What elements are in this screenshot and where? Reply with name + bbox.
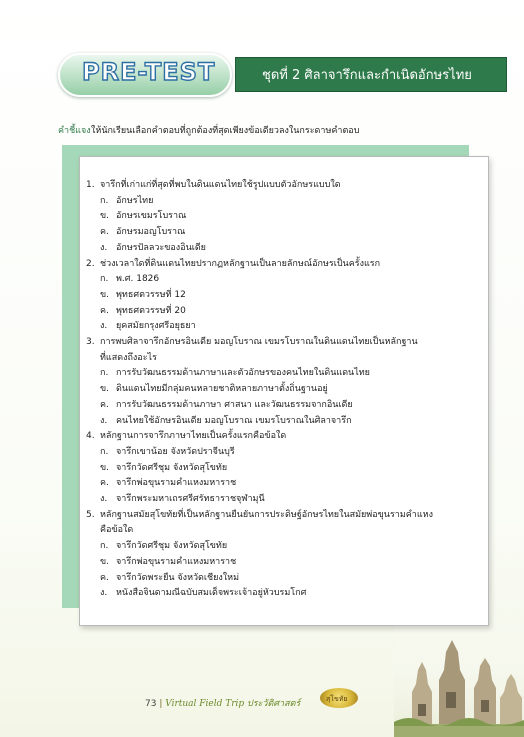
question-number: 5. — [86, 509, 95, 520]
page-number: 73 — [145, 699, 157, 709]
option-key: ง. — [100, 321, 108, 332]
footer-separator: | — [159, 699, 163, 709]
option-text: หนังสือจินดามณีฉบับสมเด็จพระเจ้าอยู่หัวบรมโกศ — [116, 588, 307, 599]
option-text: จารึกเขาน้อย จังหวัดปราจีนบุรี — [116, 446, 235, 457]
instructions-text: ให้นักเรียนเลือกคำตอบที่ถูกต้องที่สุดเพียงข้อเดียวลงในกระดาษคำตอบ — [91, 126, 360, 136]
option-key: ค. — [100, 227, 109, 238]
question-number: 2. — [86, 258, 95, 269]
option-key: ข. — [100, 462, 110, 473]
question-number: 3. — [86, 337, 95, 347]
logo-text: สุโขทัย — [326, 695, 348, 703]
pre-test-label: PRE-TEST — [82, 58, 216, 86]
page-footer — [145, 696, 300, 710]
question-text: หลักฐานสมัยสุโขทัยที่เป็นหลักฐานยืนยันการประดิษฐ์อักษรไทยในสมัยพ่อขุนรามคำแหง — [100, 509, 433, 520]
option-key: ค. — [100, 399, 109, 410]
option-text: การรับวัฒนธรรมด้านภาษา ศาสนา และวัฒนธรรมจากอินเดีย — [116, 399, 353, 410]
option-text: จารึกพ่อขุนรามคำแหงมหาราช — [116, 556, 237, 567]
option-key: ก. — [100, 274, 109, 285]
option-key: ง. — [100, 415, 108, 426]
question-text: จารึกที่เก่าแก่ที่สุดที่พบในดินแดนไทยใช้รูปแบบตัวอักษรแบบใด — [100, 180, 341, 190]
option-key: ง. — [100, 494, 108, 504]
option-key: ง. — [100, 588, 108, 599]
question-text: คือข้อใด — [100, 525, 134, 536]
option-text: อักษรมอญโบราณ — [116, 227, 186, 238]
option-text: จารึกวัดศรีชุม จังหวัดสุโขทัย — [116, 541, 228, 552]
option-text: อักษรเขมรโบราณ — [116, 211, 187, 222]
option-key: ข. — [100, 289, 110, 300]
option-key: ก. — [100, 541, 109, 552]
option-key: ก. — [100, 195, 109, 206]
option-text: จารึกวัดศรีชุม จังหวัดสุโขทัย — [116, 462, 228, 473]
question-text: การพบศิลาจารึกอักษรอินเดีย มอญโบราณ เขมรโบราณในดินแดนไทยเป็นหลักฐาน — [100, 337, 418, 347]
series-title: Virtual Field Trip ประวัติศาสตร์ — [165, 699, 301, 709]
temple-ruins-image — [394, 622, 524, 737]
option-key: ค. — [100, 572, 109, 583]
option-key: ค. — [100, 305, 109, 316]
option-text: จารึกพ่อขุนรามคำแหงมหาราช — [116, 478, 237, 489]
option-key: ง. — [100, 242, 108, 253]
unit-title: ชุดที่ 2 ศิลาจารึกและกำเนิดอักษรไทย — [262, 68, 472, 83]
question-text: ที่แสดงถึงอะไร — [100, 352, 157, 363]
option-text: อักษรปัลลวะของอินเดีย — [116, 242, 206, 253]
question-number: 1. — [86, 180, 95, 190]
option-text: การรับวัฒนธรรมด้านภาษาและตัวอักษรของคนไทยในดินแดนไทย — [116, 368, 370, 379]
option-key: ข. — [100, 556, 110, 567]
option-key: ข. — [100, 211, 110, 222]
option-text: อักษรไทย — [116, 195, 154, 206]
option-text: ดินแดนไทยมีกลุ่มคนหลายชาติหลายภาษาตั้งถิ่นฐานอยู่ — [116, 384, 328, 395]
option-text: พ.ศ. 1826 — [116, 274, 160, 285]
instructions-label: คำชี้แจง — [58, 126, 91, 136]
option-key: ค. — [100, 478, 109, 489]
option-text: จารึกพระมหาเถรศรีศรัทธาราชจุฬามุนี — [116, 494, 265, 504]
option-key: ก. — [100, 446, 109, 457]
option-text: จารึกวัดพระยืน จังหวัดเชียงใหม่ — [116, 572, 240, 583]
option-key: ก. — [100, 368, 109, 379]
option-text: พุทธศตวรรษที่ 20 — [116, 305, 186, 316]
option-text: พุทธศตวรรษที่ 12 — [116, 289, 186, 300]
option-key: ข. — [100, 384, 110, 395]
option-text: คนไทยใช้อักษรอินเดีย มอญโบราณ เขมรโบราณในศิลาจารึก — [116, 415, 352, 426]
option-text: ยุคสมัยกรุงศรีอยุธยา — [116, 321, 196, 332]
question-number: 4. — [86, 431, 95, 442]
question-text: หลักฐานการจารึกภาษาไทยเป็นครั้งแรกคือข้อใด — [100, 431, 287, 442]
question-text: ช่วงเวลาใดที่ดินแดนไทยปรากฏหลักฐานเป็นลายลักษณ์อักษรเป็นครั้งแรก — [100, 258, 381, 269]
